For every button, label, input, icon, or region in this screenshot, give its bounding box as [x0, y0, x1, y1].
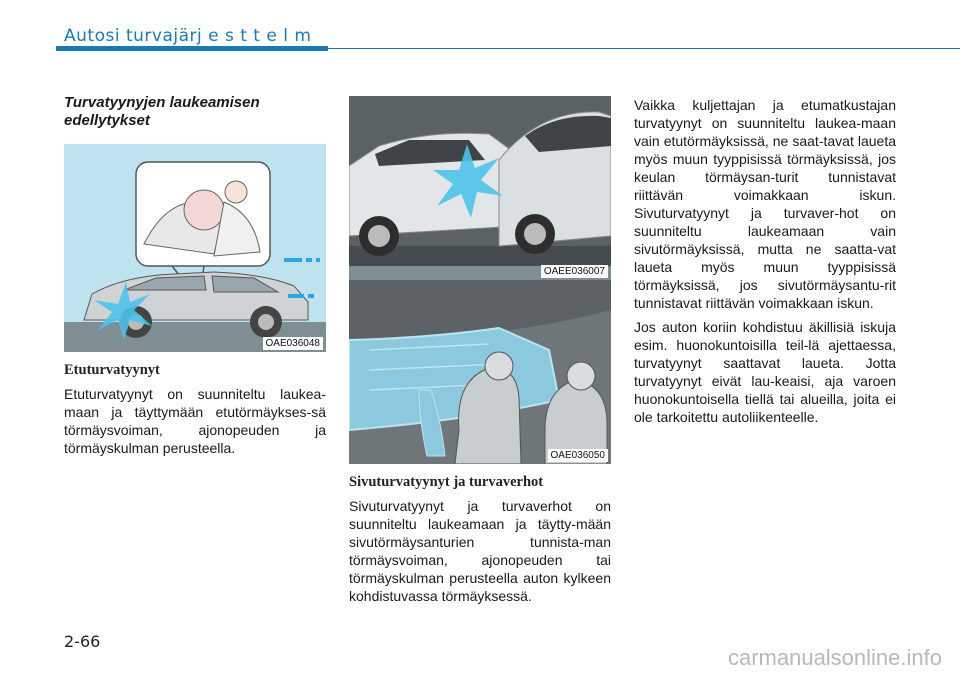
header-accent-bar	[56, 46, 328, 51]
page-number: 2-66	[64, 632, 101, 651]
side-impact-figure	[349, 96, 611, 280]
curtain-airbag-illustration	[349, 280, 611, 464]
body-paragraph: Jos auton koriin kohdistuu äkillisiä iskuja esim. huonokuntoisilla teil-lä ajettaessa, turvatyynyt saattavat laueta. Jotta turvatyynyt eivät lau-keaisi, aja varoen huonokuntoisella tiellä tai alueilla, joita ei ole tarkoitettu autoliikenteelle.	[634, 319, 896, 425]
body-text: Sivuturvatyynyt ja turvaverhot on suunniteltu laukeamaan ja täytty-mään sivutörmäysanturien tunnista-man törmäysvoiman, ajonopeuden tai törmäyskulman perusteella auton kylkeen kohdistuvassa törmäyksessä.	[349, 498, 611, 604]
figure-label: OAE036050	[548, 449, 609, 462]
header-rule	[328, 48, 960, 49]
curtain-airbag-figure	[349, 280, 611, 464]
frontal-crash-illustration	[64, 144, 326, 352]
body-text: Etuturvatyynyt on suunniteltu laukea-maan ja täyttymään etutörmäykses-sä törmäysvoiman, ajonopeuden ja törmäyskulman perusteella.	[64, 386, 326, 456]
body-paragraph: Vaikka kuljettajan ja etumatkustajan turvatyynyt on suunniteltu laukea-maan vain etutörmäyksissä, ne saat-tavat laueta myös muun tyyppisissä törmäyksissä, jos keulan törmäysan-turit tunnistavat riittävän voimakkaan iskun. Sivuturvatyynyt ja turvaver-hot on suunniteltu laukeamaan vain sivutörmäyksissä, mutta ne saatta-vat laueta myös muun tyyppisissä törmäyksissä, jos sivutörmäysantu-rit tunnistavat riittävän voimakkaan iskun.	[634, 97, 896, 311]
watermark-text: carmanualsonline.info	[727, 645, 942, 670]
column-middle	[349, 96, 611, 605]
section-header-title: Autosi turvajärj e s t t e l m	[64, 26, 312, 46]
section-heading: Turvatyynyjen laukeamisen edellytykset	[64, 94, 260, 129]
side-crash-illustration	[349, 96, 611, 280]
subheading-front-airbags: Etuturvatyynyt	[64, 362, 160, 378]
subheading-side-airbags: Sivuturvatyynyt ja turvaverhot	[349, 474, 544, 490]
figure-label: OAEE036007	[541, 265, 608, 278]
frontal-airbag-figure	[64, 144, 326, 352]
column-left	[64, 94, 326, 457]
figure-label: OAE036048	[263, 337, 324, 350]
column-right	[634, 96, 896, 426]
